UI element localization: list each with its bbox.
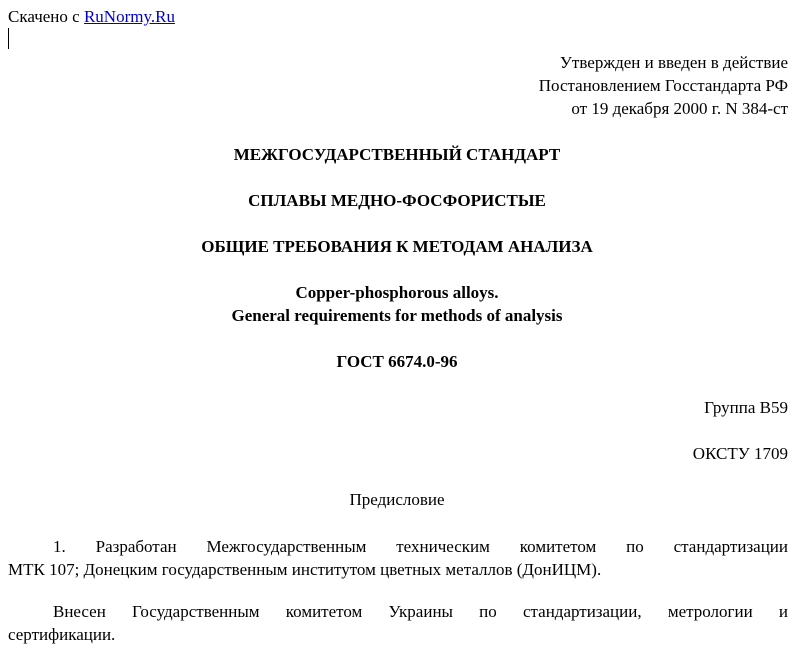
approval-line-2: Постановлением Госстандарта РФ	[538, 76, 788, 95]
subject-title: СПЛАВЫ МЕДНО-ФОСФОРИСТЫЕ	[248, 191, 546, 210]
standard-type-title: МЕЖГОСУДАРСТВЕННЫЙ СТАНДАРТ	[233, 145, 561, 164]
preface-p2-line-1: Внесен Государственным комитетом Украины по стандартизации, метрологии и	[53, 602, 788, 621]
gost-code: ГОСТ 6674.0-96	[336, 352, 458, 371]
download-notice	[8, 7, 175, 27]
approval-line-1: Утвержден и введен в действие	[559, 53, 788, 72]
preface-p1-line-2: МТК 107; Донецким государственным институтом цветных металлов (ДонИЦМ).	[8, 560, 602, 579]
preface-p2-line-2: сертификации.	[8, 625, 116, 644]
approval-line-3: от 19 декабря 2000 г. N 384-ст	[571, 99, 788, 118]
group-label: Группа В59	[704, 398, 788, 417]
english-title-line-1: Copper-phosphorous alloys.	[295, 283, 499, 302]
english-title-line-2: General requirements for methods of analysis	[231, 306, 563, 325]
download-prefix: Скачено с	[8, 7, 80, 26]
preface-heading: Предисловие	[349, 490, 445, 509]
subtitle: ОБЩИЕ ТРЕБОВАНИЯ К МЕТОДАМ АНАЛИЗА	[201, 237, 593, 256]
okstu-label: ОКСТУ 1709	[692, 444, 788, 463]
runormy-link[interactable]: RuNormy.Ru	[83, 7, 175, 26]
preface-p1-line-1: 1. Разработан Межгосударственным техническим комитетом по стандартизации	[53, 537, 788, 556]
text-cursor	[8, 28, 9, 49]
